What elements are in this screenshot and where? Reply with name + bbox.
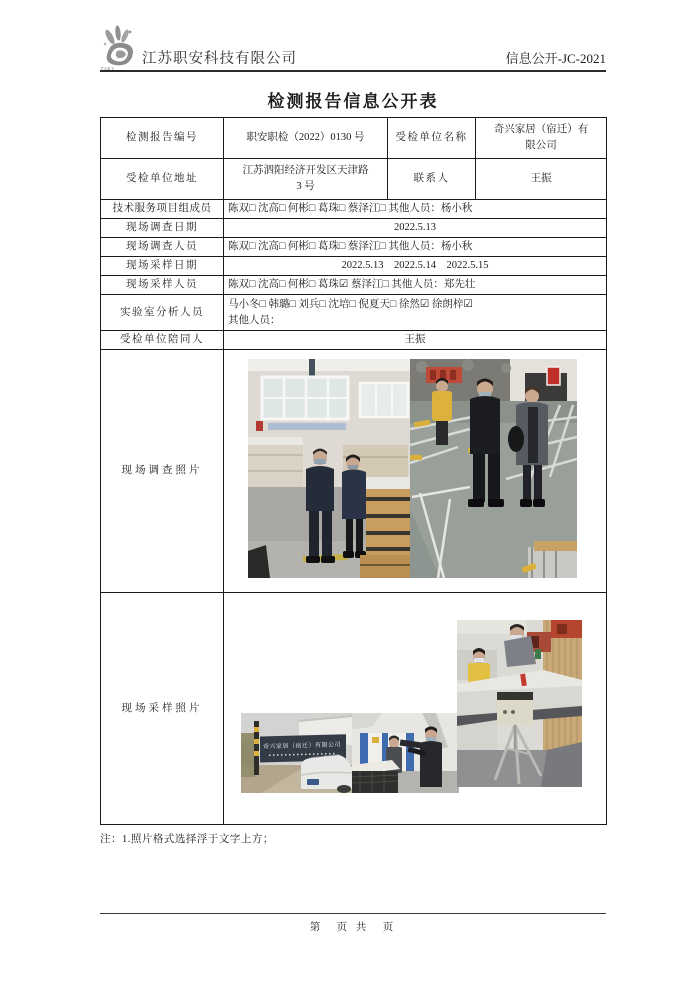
survey-photo-factory-interior	[248, 359, 410, 578]
report-info-table	[100, 117, 607, 825]
sampling-staff-label: 现场采样人员	[101, 276, 224, 295]
page-number-text: 第 页 共 页	[309, 922, 397, 933]
survey-photo-workshop-conveyor	[410, 359, 577, 578]
sampling-staff-value: 陈双□ 沈高□ 何彬□ 葛珠☑ 蔡泽江□ 其他人员：郑先壮	[224, 276, 607, 295]
sampling-photo-factory-gate	[241, 713, 352, 793]
row-sampling-photos	[101, 593, 607, 825]
unit-name-line1: 奇兴家居（宿迁）有	[493, 124, 589, 136]
row-tech-team	[101, 200, 607, 219]
unit-address-value	[224, 159, 388, 200]
unit-name-line2: 限公司	[525, 140, 557, 151]
survey-photos-cell	[224, 350, 607, 593]
row-sampling-date	[101, 257, 607, 276]
sampling-photos-cell	[224, 593, 607, 825]
unit-address-label: 受检单位地址	[101, 159, 224, 200]
sampling-photo-machine-inspection	[352, 713, 459, 793]
sampling-date-label: 现场采样日期	[101, 257, 224, 276]
row-survey-photos	[101, 350, 607, 593]
lab-staff-label: 实验室分析人员	[101, 295, 224, 331]
escort-label: 受检单位陪同人	[101, 331, 224, 350]
row-survey-staff	[101, 238, 607, 257]
doc-code: 信息公开-JC-2021	[505, 51, 606, 66]
unit-name-value	[476, 118, 607, 159]
unit-address-line2: 3 号	[296, 181, 315, 192]
company-logo	[97, 24, 141, 72]
lab-staff-line2: 其他人员：	[228, 314, 281, 326]
gate-sign-text: 奇兴家居（宿迁）有限公司	[262, 742, 342, 751]
sampling-photo-tripod-instrument	[457, 620, 582, 787]
sampling-photos-label: 现场采样照片	[101, 593, 224, 825]
row-report-no	[101, 118, 607, 159]
survey-date-label: 现场调查日期	[101, 219, 224, 238]
company-name: 江苏职安科技有限公司	[142, 51, 297, 67]
survey-date-value: 2022.5.13	[224, 219, 607, 238]
escort-value: 王振	[224, 331, 607, 350]
report-no-value: 职安职检（2022）0130 号	[224, 118, 388, 159]
unit-name-label: 受检单位名称	[388, 118, 476, 159]
unit-address-line1: 江苏泗阳经济开发区天津路	[242, 165, 369, 177]
header-rule	[100, 70, 606, 72]
page-title: 检测报告信息公开表	[267, 92, 439, 111]
survey-staff-value: 陈双□ 沈高□ 何彬□ 葛珠□ 蔡泽江□ 其他人员：杨小秋	[224, 238, 607, 257]
row-unit-address	[101, 159, 607, 200]
footnote: 注：1.照片格式选择浮于文字上方；	[100, 834, 274, 845]
survey-staff-label: 现场调查人员	[101, 238, 224, 257]
lab-staff-value	[224, 295, 607, 331]
row-escort	[101, 331, 607, 350]
contact-value: 王振	[476, 159, 607, 200]
company-logo-graphic	[97, 24, 141, 72]
tech-team-label: 技术服务项目组成员	[101, 200, 224, 219]
row-lab-staff	[101, 295, 607, 331]
report-no-label: 检测报告编号	[101, 118, 224, 159]
footer-rule	[100, 913, 606, 914]
sampling-date-value: 2022.5.13 2022.5.14 2022.5.15	[224, 257, 607, 276]
row-sampling-staff	[101, 276, 607, 295]
row-survey-date	[101, 219, 607, 238]
contact-label: 联系人	[388, 159, 476, 200]
tech-team-value: 陈双□ 沈高□ 何彬□ 葛珠□ 蔡泽江□ 其他人员：杨小秋	[224, 200, 607, 219]
lab-staff-line1: 马小冬□ 韩璐□ 刘兵□ 沈培□ 倪夏天□ 徐然☑ 徐朗梓☑	[228, 298, 473, 310]
survey-photos-label: 现场调查照片	[101, 350, 224, 593]
